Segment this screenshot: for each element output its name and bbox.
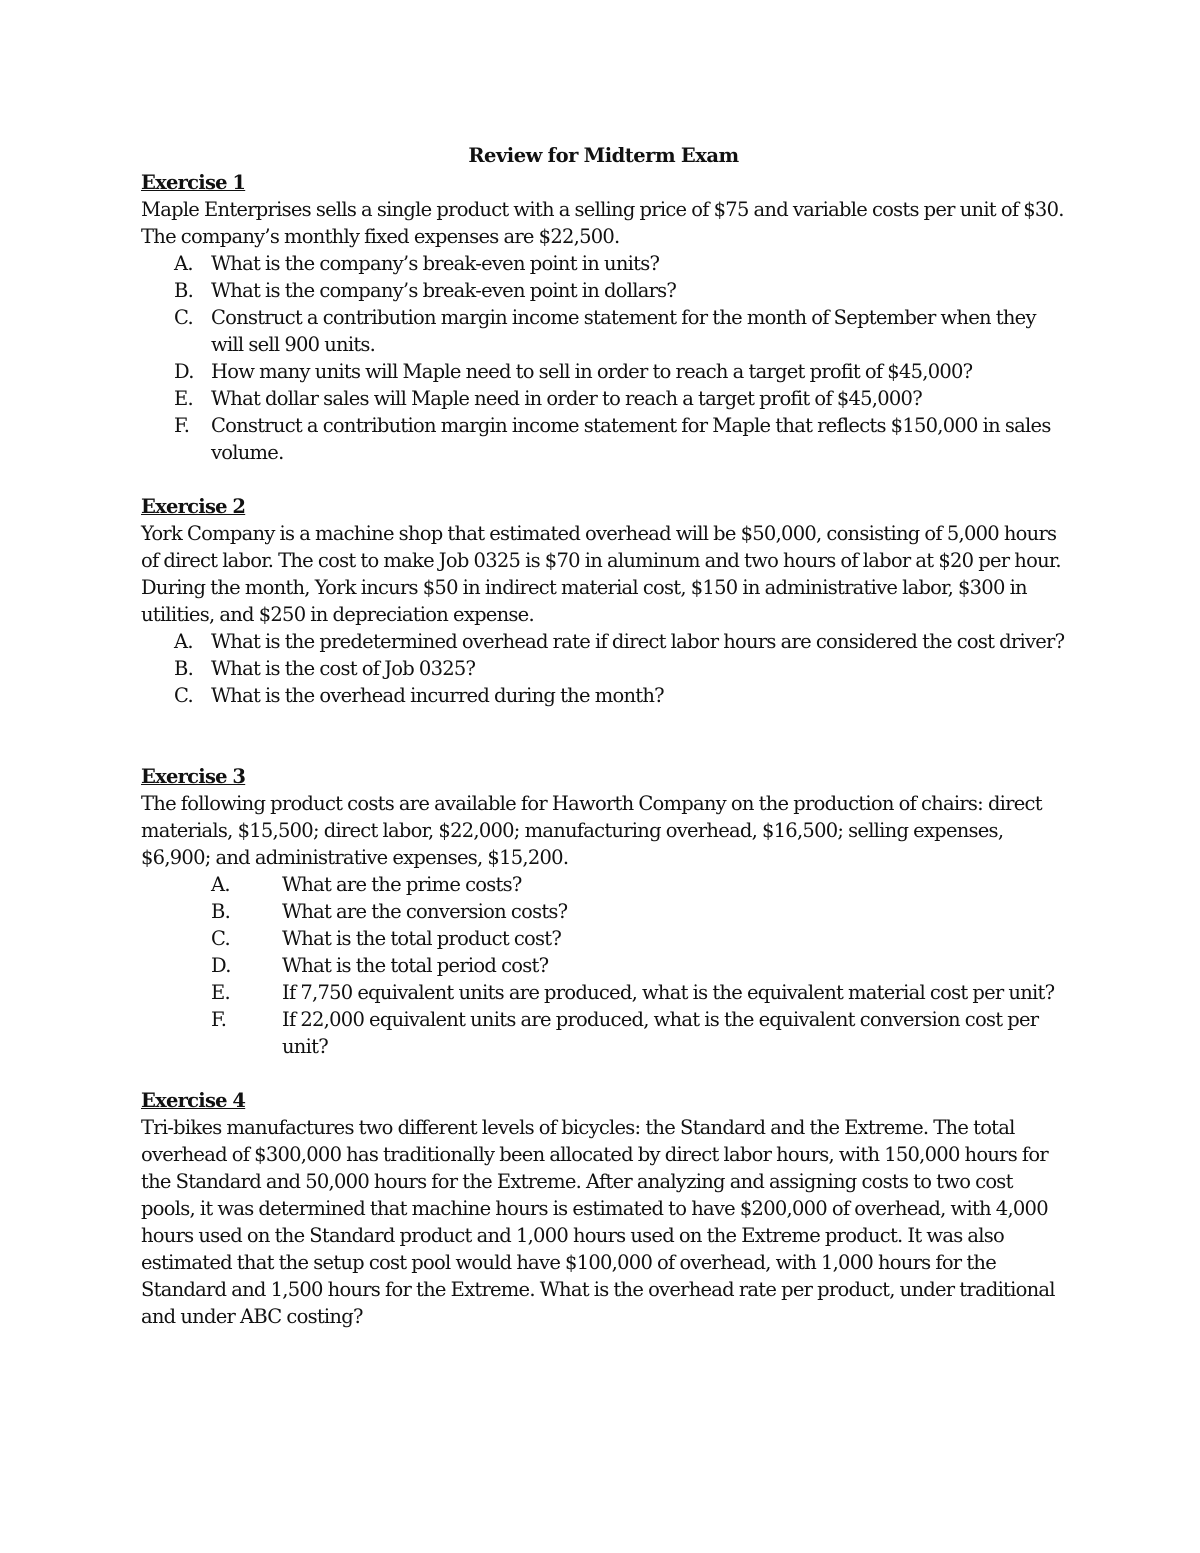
spacer xyxy=(141,1060,1066,1087)
question-text: What is the cost of Job 0325? xyxy=(211,657,476,680)
question-letter: B. xyxy=(211,900,231,923)
question-item xyxy=(141,250,1066,277)
question-letter: C. xyxy=(211,927,230,950)
question-letter: A. xyxy=(174,630,193,653)
question-item xyxy=(141,682,1066,709)
question-item xyxy=(141,898,1066,925)
question-letter: E. xyxy=(174,387,193,410)
question-text: What is the company’s break-even point in units? xyxy=(211,252,660,275)
question-item xyxy=(141,1006,1066,1060)
question-letter: C. xyxy=(174,306,193,329)
question-letter: A. xyxy=(174,252,193,275)
question-item xyxy=(141,304,1066,358)
exercise-heading: Exercise 4 xyxy=(141,1089,246,1112)
question-item xyxy=(141,277,1066,304)
question-item xyxy=(141,952,1066,979)
question-letter: A. xyxy=(211,873,230,896)
exercise-heading: Exercise 1 xyxy=(141,171,246,194)
question-letter: C. xyxy=(174,684,193,707)
exercise-4 xyxy=(141,1087,1066,1330)
question-letter: E. xyxy=(211,981,230,1004)
question-list xyxy=(141,628,1066,709)
question-text: What are the conversion costs? xyxy=(282,900,568,923)
question-item xyxy=(141,385,1066,412)
question-text: What are the prime costs? xyxy=(282,873,522,896)
question-item xyxy=(141,925,1066,952)
question-text: What is the predetermined overhead rate if direct labor hours are considered the cost driver? xyxy=(211,630,1065,653)
exercise-3 xyxy=(141,763,1066,1060)
exercise-body: Tri-bikes manufactures two different levels of bicycles: the Standard and the Extreme. The total overhead of $300,000 has traditionally been allocated by direct labor hours, with 150,000 hours for the Standard and 50,000 hours for the Extreme. After analyzing and assigning costs to two cost pools, it was determined that machine hours is estimated to have $200,000 of overhead, with 4,000 hours used on the Standard product and 1,000 hours used on the Extreme product. It was also estimated that the setup cost pool would have $100,000 of overhead, with 1,000 hours for the Standard and 1,500 hours for the Extreme. What is the overhead rate per product, under traditional and under ABC costing? xyxy=(141,1116,1055,1328)
document-title: Review for Midterm Exam xyxy=(468,144,739,167)
question-letter: F. xyxy=(174,414,190,437)
exercise-body: York Company is a machine shop that estimated overhead will be $50,000, consisting of 5,000 hours of direct labor. The cost to make Job 0325 is $70 in aluminum and two hours of labor at $20 per hour. During the month, York incurs $50 in indirect material cost, $150 in administrative labor, $300 in utilities, and $250 in depreciation expense. xyxy=(141,522,1061,626)
question-item xyxy=(141,358,1066,385)
question-text: Construct a contribution margin income statement for Maple that reflects $150,000 in sales volume. xyxy=(211,414,1051,464)
question-text: What is the total product cost? xyxy=(282,927,562,950)
exercise-heading: Exercise 3 xyxy=(141,765,246,788)
question-item xyxy=(141,979,1066,1006)
question-text: Construct a contribution margin income statement for the month of September when they will sell 900 units. xyxy=(211,306,1036,356)
exercise-body: Maple Enterprises sells a single product with a selling price of $75 and variable costs per unit of $30. The company’s monthly fixed expenses are $22,500. xyxy=(141,198,1064,248)
question-text: If 22,000 equivalent units are produced, what is the equivalent conversion cost per unit? xyxy=(282,1008,1039,1058)
question-item xyxy=(141,412,1066,466)
question-text: How many units will Maple need to sell in order to reach a target profit of $45,000? xyxy=(211,360,973,383)
question-text: What is the total period cost? xyxy=(282,954,549,977)
document-page xyxy=(141,142,1066,1330)
question-letter: F. xyxy=(211,1008,227,1031)
question-text: If 7,750 equivalent units are produced, what is the equivalent material cost per unit? xyxy=(282,981,1055,1004)
question-text: What dollar sales will Maple need in order to reach a target profit of $45,000? xyxy=(211,387,922,410)
question-item xyxy=(141,871,1066,898)
spacer xyxy=(141,466,1066,493)
exercise-2 xyxy=(141,493,1066,709)
exercise-body: The following product costs are available for Haworth Company on the production of chairs: direct materials, $15,500; direct labor, $22,000; manufacturing overhead, $16,500; selling expenses, $6,900; and administrative expenses, $15,200. xyxy=(141,792,1042,869)
exercise-1 xyxy=(141,169,1066,466)
question-letter: D. xyxy=(211,954,231,977)
question-list xyxy=(141,871,1066,1060)
exercise-heading: Exercise 2 xyxy=(141,495,246,518)
question-list xyxy=(141,250,1066,466)
question-text: What is the overhead incurred during the month? xyxy=(211,684,664,707)
spacer xyxy=(141,709,1066,763)
question-text: What is the company’s break-even point in dollars? xyxy=(211,279,677,302)
question-item xyxy=(141,655,1066,682)
question-letter: D. xyxy=(174,360,194,383)
question-item xyxy=(141,628,1066,655)
question-letter: B. xyxy=(174,657,194,680)
question-letter: B. xyxy=(174,279,194,302)
